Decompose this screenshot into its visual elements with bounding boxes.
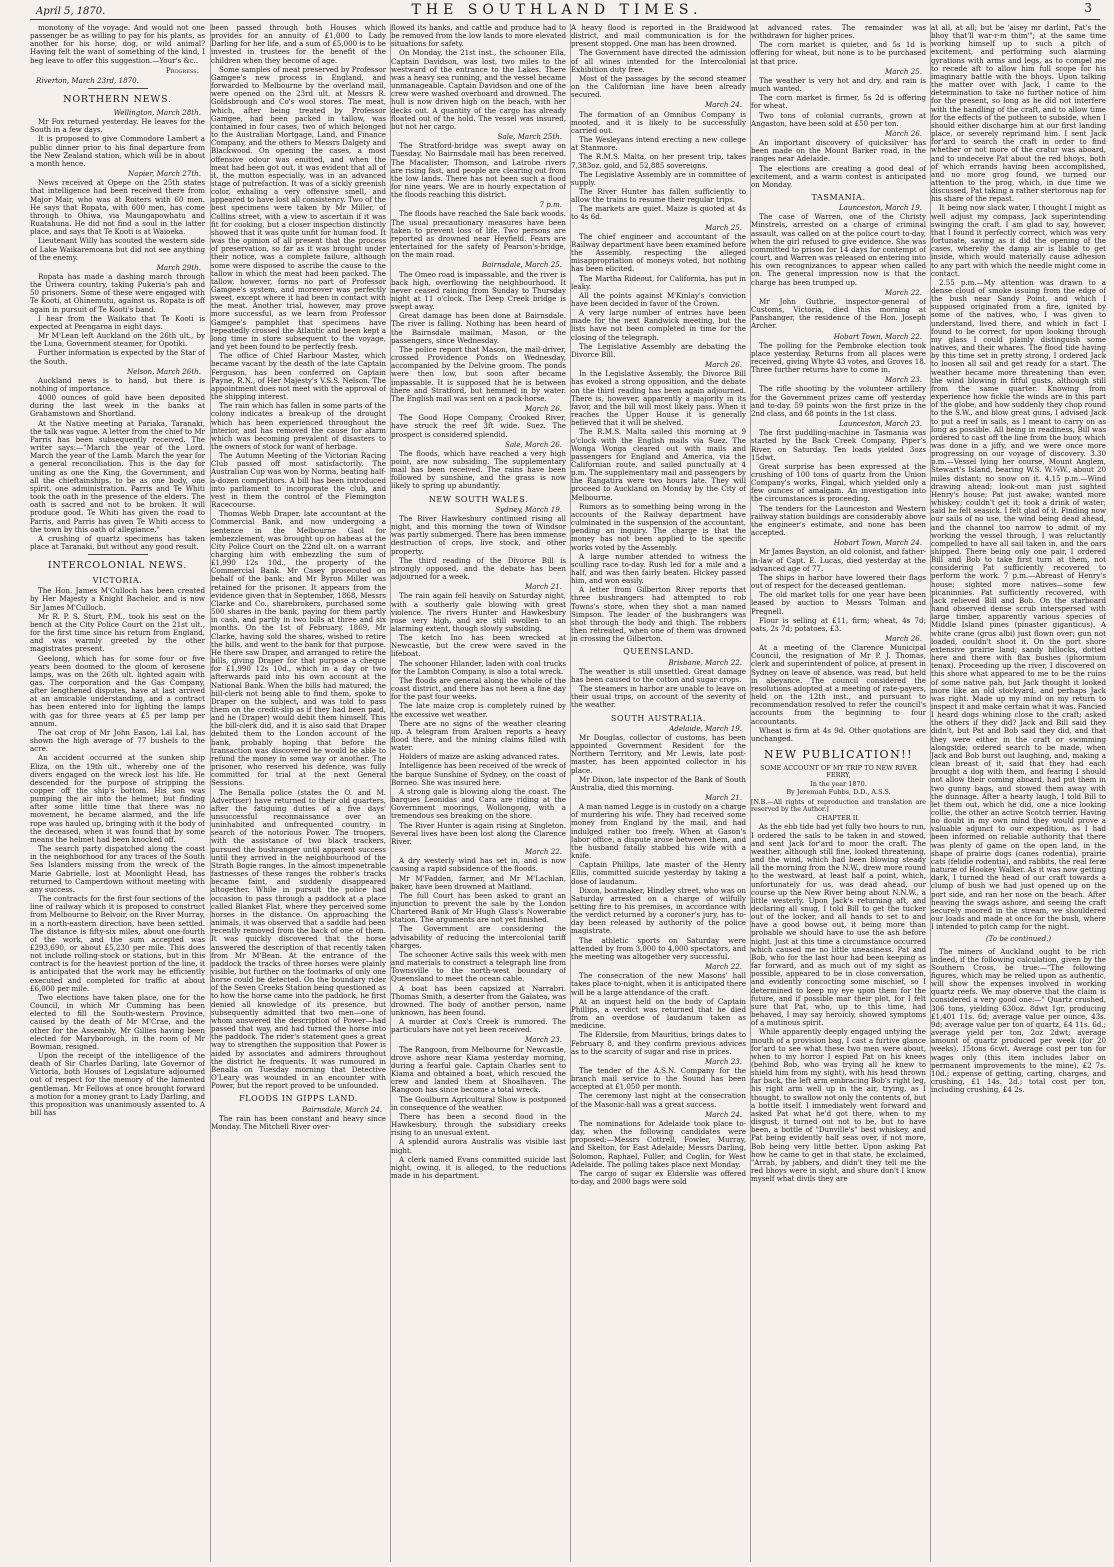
paragraph: At the Native meeting at Pariaka, Taranaki, the talk was vague. A letter from the chief to Mr Parris has been subsequently received. The writer says:—"March the year of the Lord. March the year of the Lamb. March the year for a general reconciliation. This is the day for uniting as one the King, the Government, and all the chieftainships, to be as one body, one spirit, one administration. Parris and Te Whiti took the oath in the presence of the elders. The oath is sacred and not to be broken. It will produce good. Te Whiti has given the road to Parris, and Parris has given Te Whiti access to the town by this oath of allegiance." xyxy=(30,418,205,534)
paragraph: The corn market is quieter, and 5s 1d is offering for wheat, but none is to be purchased at that price. xyxy=(751,40,926,66)
section-rule xyxy=(88,554,148,555)
dateline: Wellington, March 28th. xyxy=(113,108,201,118)
dateline: March 25. xyxy=(705,222,742,232)
paragraph: Two elections have taken place, one for the Council, in which Mr Cumming has been elected to fill the South-western Province, caused by the death of Mr M'Crae, and the other for the Assembly, Mr Gillies having been elected for Maryborough, in the room of Mr Bowman, resigned. xyxy=(30,992,205,1051)
section-heading: NORTHERN NEWS. xyxy=(63,94,172,106)
paragraph: News received at Opepe on the 25th states that intelligence had been received there from Major Mair, who was at Roiters with 60 men. He says that Ropata, with 600 men, has come through to Ohiwa, via Maungapowhatu and Ruatahuna. He did not find a soul in the latter place, and says that Te Kooti is at Waioeka. xyxy=(30,178,205,237)
dateline: March 23. xyxy=(525,1035,562,1045)
dateline: March 23. xyxy=(705,1056,742,1066)
paragraph: The first puddling-machine in Tasmania was started by the Back Creek Company, Piper's River, on Saturday. Ten loads yielded 3ozs 15dwt. xyxy=(751,428,926,462)
paragraph: The Stratford-bridge was swept away on Tuesday. No Bairnsdale mail has been received. The Macalister, Thomson, and Latrobe rivers are rising fast, and people are clearing out from the low lands. There has not been such a flood for nine years. We are in hourly expectation of the floods reaching this district. xyxy=(391,141,566,200)
dateline: Sale, March 26. xyxy=(504,439,562,449)
dateline: 7 p.m. xyxy=(539,200,562,210)
dateline: March 23. xyxy=(885,375,922,385)
masthead-rule xyxy=(30,19,1100,20)
paragraph: The Goulburn Agricultural Show is postponed in consequence of the weather. xyxy=(391,1094,566,1112)
subsection-heading: NEW SOUTH WALES. xyxy=(428,494,529,504)
notice-subtitle: CHAPTER II. xyxy=(817,813,860,822)
newspaper-title: THE SOUTHLAND TIMES. xyxy=(411,2,703,18)
paragraph: The tender of the A.S.N. Company for the branch mail service to the Sound has been accepted at £1,050 per month. xyxy=(571,1065,746,1092)
paragraph: Mr Dixon, late inspector of the Bank of South Australia, died this morning. xyxy=(571,774,746,792)
subsection-heading: VICTORIA. xyxy=(92,576,143,586)
paragraph: The floods have reached the Sale back woods. The usual precautionary measures have been taken to prevent loss of life. Two persons are reported as drowned near Heyfield. Fears are entertained for the safety of Pearson's-bridge, on the main road. xyxy=(391,209,566,260)
paragraph: The case of Warren, one of the Christy Minstrels, arrested on a charge of criminal assault, was called on at the police court to-day, when the girl refused to give evidence. She was committed to prison for 14 days for contempt of court, and Warren was released on entering into his own recognizances to appear when called on. The general impression now is that the charge has been trumped up. xyxy=(751,212,926,287)
paragraph: The River Hunter is again rising at Singleton. Several lives have been lost along the Clarence River. xyxy=(391,820,566,846)
paragraph: Wheat is firm at 4s 9d. Other quotations are unchanged. xyxy=(751,725,926,743)
paragraph: Intelligence has been received of the wreck of the barque Sunshine of Sydney, on the coast of Borneo. She was insured here. xyxy=(391,761,566,787)
paragraph: Dixon, boatmaker, Hindley street, who was on Saturday arrested on a charge of wilfully setting fire to his premises, in accordance with the verdict returned by a coroner's jury, has to-day been released by authority of the police magistrate. xyxy=(571,885,746,936)
paragraph: Mr James Bayston, an old colonist, and father-in-law of Capt. E. Lucas, died yesterday at the advanced age of 77. xyxy=(751,547,926,573)
dateline: March 26. xyxy=(885,633,922,643)
paragraph: It is proposed to give Commodore Lambert a public dinner prior to his final departure from the New Zealand station, which will be in about a month hence. xyxy=(30,134,205,168)
paragraph: All the points against M'Kinlay's conviction have been decided in favor of the Crown. xyxy=(571,290,746,308)
dateline: March 25. xyxy=(885,66,922,76)
article-columns xyxy=(30,24,1110,1562)
column-4 xyxy=(570,24,746,1562)
paragraph: Some samples of meat preserved by Professor Gamgee's new process in England, and forwarded to Melbourne by the overland mail, were opened on the 23rd ult. at Messrs R. Goldsbrough and Co's wool stores. The meat, which, after being treated by Professor Gamgee, had been packed in tallow, was contained in four cases, two of which belonged to the Australian Mortgage, Land, and Finance Company, and the others to Messrs Dalgety and Blackwood. On opening the cases, a most offensive odour was emitted, and when the meat had been got out, it was evident that all of it, the mutton especially, was in an advanced stage of putrefaction. It was of a sickly greenish color, exhaling a very offensive smell, and appeared to have lost all consistency. Two of the best specimens were taken by Mr Miller, of Collins street, with a view to ascertain if it was fit for cooking, but a closer inspection distinctly showed that it was quite unfit for human food. It was the opinion of all present that the process of preservation, so far as it was brought under their notice, was a complete failure, although some were disposed to ascribe the cause to the tallow in which the meat had been packed. The tallow, however, forms no part of Professor Gamgee's system, and moreover was perfectly sweet, except where it had been in contact with the meat. Another trial, however, may prove more successful, as we learn from Professor Gamgee's pamphlet that specimens have repeatedly crossed the Atlantic and been kept a long time in store subsequent to the voyage, and yet been found to be perfectly fresh. xyxy=(211,64,386,352)
paragraph: The steamers in harbor are unable to leave on their usual trips, on account of the severity of the weather. xyxy=(571,684,746,710)
dateline: March 21. xyxy=(525,582,562,592)
dateline: Bairnsdale, March 25. xyxy=(481,260,562,270)
paragraph: Further information is expected by the Star of the South. xyxy=(30,348,205,366)
notice-subtitle: By Jeremiah Fubbs, D.D., A.S.S. xyxy=(786,788,891,797)
paragraph: The full Court has been asked to grant an injunction to prevent the sale by the London Chartered Bank of Mr Hugh Glass's Nowerabie station. The arguments are not yet finished. xyxy=(391,890,566,925)
dateline: Hobart Town, March 24. xyxy=(833,538,922,548)
paragraph: Captain Phillips, late master of the Henry Ellis, committed suicide yesterday by taking a dose of laudanum. xyxy=(571,860,746,886)
paragraph: The Government have directed the admission of all wines intended for the Intercolonial Exhibition duty free. xyxy=(571,48,746,74)
paragraph: The corn market is firmer, 5s 2d is offering for wheat. xyxy=(751,93,926,111)
paragraph: There has been a second flood in the Hawkesbury, through the subsidiary creeks rising to an unusual extent. xyxy=(391,1111,566,1138)
dateline: Launceston, March 23. xyxy=(838,419,922,429)
paragraph: The Good Hope Company, Crooked River, have struck the reef 3ft wide. Suez. The prospect is considered splendid. xyxy=(391,413,566,439)
paragraph: The oat crop of Mr John Eason, Lal Lal, has shown the high average of 77 bushels to the acre. xyxy=(30,727,205,754)
dateline: Sydney, March 19. xyxy=(495,504,562,514)
paragraph: The nominations for Adelaide took place to-day, when the following candidates were proposed:—Messrs Cottrell, Fowler, Murray, and Skelton, for East Adelaide; Messrs Darling, Solomon, Raphael, Fuller, and Coglin, for West Adelaide. The polling takes place next Monday. xyxy=(571,1118,746,1169)
column-3 xyxy=(390,24,566,1562)
column-6 xyxy=(930,24,1106,1562)
dateline: March 26. xyxy=(885,128,922,138)
paragraph: Lieutenant Willy has scouted the western side of Lake Waikaremoana but did not see anything of the enemy. xyxy=(30,236,205,262)
paragraph: Two tons of colonial currants, grown at Angaston, have been sold at £50 per ton. xyxy=(751,110,926,128)
paragraph: monotony of the voyage. And would not one passenger be as willing to pay for his plants, as another for his horse, dog, or wild animal? Having felt the want of something of the kind, I beg leave to offer this suggestion.—Your's &c.. xyxy=(30,24,205,65)
paragraph: The schooner Hilander, laden with coal trucks for the Lambton Company, is also a total wreck. xyxy=(391,658,566,676)
paragraph: Rumors as to something being wrong in the accounts of the Railway department have culminated in the suspension of the accountant, pending an inquiry. The charge is that the money has not been applied to the specific works voted by the Assembly. xyxy=(571,501,746,552)
paragraph: Upon the receipt of the intelligence of the death of Sir Charles Darling, late Governor of Victoria, both Houses of Legislature adjourned out of respect for the memory of the lamented gentleman. Mr Fellows at once brought forward a motion for a money grant to Lady Darling, and this proposition was unanimously assented to. A bill has xyxy=(30,1051,205,1118)
dateline: Bairnsdale, March 24. xyxy=(301,1104,382,1114)
paragraph: Auckland news is to hand, but there is nothing of importance. xyxy=(30,375,205,394)
paragraph: Mr R. P. S. Sturt, P.M., took his seat on the bench at the City Police Court on the 21st ult., for the first time since his return from England, and was warmly greeted by the other magistrates present. xyxy=(30,611,205,654)
paragraph: The Autumn Meeting of the Victorian Racing Club passed off most satisfactorily. The Australian Cup was won by Norma, beating half-a-dozen competitors. A bill has been introduced into parliament to incorporate the club, and vest in them the control of the Flemington Racecourse. xyxy=(211,451,386,510)
paragraph: The markets are quiet. Maize is quoted at 4s to 4s 6d. xyxy=(571,204,746,222)
paragraph: The chief engineer and accountant of the Railway department have been examined before the Assembly, respecting the alleged misappropriation of moneys voted, but nothing has been elicited. xyxy=(571,231,746,274)
notice-heading: NEW PUBLICATION!! xyxy=(763,748,914,761)
continued-note: (To be continued.) xyxy=(985,934,1052,944)
column-1 xyxy=(30,24,205,1562)
paragraph: The weather is still unsettled. Great damage has been caused to the cotton and sugar crops. xyxy=(571,666,746,684)
dateline: March 26. xyxy=(525,404,562,414)
paragraph: The police report that Mason, the mail-driver, crossed Providence Ponds on Wednesday, accompanied by the Delvine groom. The ponds were then low, but soon after became impassable. It is supposed that he is between there and Stratford, but hemmed in by water. The English mail was sent on a pack-horse. xyxy=(391,344,566,403)
paragraph: The rain has been constant and heavy since Monday. The Mitchell River over- xyxy=(211,1113,386,1131)
paragraph: The Martha Rideout, for California, has put in leaky. xyxy=(571,273,746,291)
paragraph: The formation of an Omnibus Company is mooted, and it is likely to be successfully carried out. xyxy=(571,109,746,135)
paragraph: The Legislative Assembly are in committee of supply. xyxy=(571,169,746,187)
dateline: March 24. xyxy=(705,100,742,110)
paragraph: The late maize crop is completely ruined by the excessive wet weather. xyxy=(391,701,566,719)
paragraph: The office of Chief Harbour Master, which became vacant by the death of the late Captain Ferguson, has been conferred on Captain Payne, R.N., of Her Majesty's V.S.S. Nelson. The appointment does not meet with the approval of the shipping interest. xyxy=(211,351,386,402)
paragraph: The athletic sports on Saturday were attended by from 3,000 to 4,000 spectators, and the meeting was altogether very successful. xyxy=(571,935,746,961)
paragraph: A letter from Gilberton River reports that three bushrangers had attempted to rob Towns's store, when they shot a man named Simpson. The leader of the bushrangers was shot through the body and thigh. The robbers then retreated, when one of them was drowned in crossing the Gilberton. xyxy=(571,585,746,644)
dateline: Launceston, March 19. xyxy=(838,203,922,213)
subsection-heading: TASMANIA. xyxy=(811,192,866,202)
dateline: March 21. xyxy=(705,792,742,802)
paragraph: The search party dispatched along the coast in the neighborhood for any traces of the South Sea Islanders missing from the wreck of the Marie Gabrielle, lost at Moonlight Head, has returned to Camperdown without meeting with any success. xyxy=(30,844,205,894)
paragraph: been passed through both Houses which provides for an annuity of £1,000 to Lady Darling for her life, and a sum of £5,000 is to be invested in trustees for the benefit of the children when they become of age. xyxy=(211,24,386,65)
paragraph: The polling for the Pembroke election took place yesterday. Returns from all places were received, giving Whyte 43 votes, and Groves 18. Three further returns have to come in. xyxy=(751,340,926,375)
paragraph: The R.M.S. Malta, on her present trip, takes 7,383oz. gold, and 52,885 sovereigns. xyxy=(571,152,746,170)
column-2 xyxy=(210,24,386,1562)
paragraph: The contracts for the first four sections of the line of railway which it is proposed to construct from Melbourne to Belvoir, on the River Murray, in a north-eastern direction, have been settled. The distance is fifty-six miles, about one-fourth of the work, and the sum accepted was £293,690, or about £5,230 per mile. This does not include rolling-stock or stations, but in this contract is for the heaviest portion of the line, it is anticipated that the work may be efficiently executed and completed for traffic at about £6,000 per mile. xyxy=(30,894,205,993)
masthead xyxy=(0,0,1114,20)
paragraph: at advanced rates. The remainder was withdrawn for higher prices. xyxy=(751,24,926,41)
paragraph: The third reading of the Divorce Bill is strongly opposed, and the debate has been adjourned for a week. xyxy=(391,555,566,582)
paragraph: A splendid aurora Australis was visible last night. xyxy=(391,1137,566,1155)
paragraph: The Legislative Assembly are debating the Divorce Bill. xyxy=(571,341,746,359)
paragraph: An important discovery of quicksilver has been made on the Mount Barker road, in the ranges near Adelaide. xyxy=(751,138,926,164)
dateline: March 22. xyxy=(705,962,742,972)
paragraph: The Wesleyans intend erecting a new college at Stanmore. xyxy=(571,135,746,153)
paragraph: Mr M'Lean left Auckland on the 26th ult., by the Luna, Government steamer, for Opotiki. xyxy=(30,331,205,349)
paragraph: The consecration of the new Masons' hall takes place to-night, when it is anticipated there will be a large attendance of the craft. xyxy=(571,971,746,997)
paragraph: The ceremony last night at the consecration of the Masonic-hall was a great success. xyxy=(571,1091,746,1109)
paragraph: The ships in harbor have lowered their flags out of respect for the deceased gentleman. xyxy=(751,572,926,591)
paragraph: Geelong, which has for some four or five years been doomed to the gloom of kerosene lamps, was on the 26th ult. lighted again with gas. The corporation and the Gas Company, after lengthened disputes, have at last arrived at an amicable understanding, and a contract has been entered into for lighting the lamps with gas for three years at £5 per lamp per annum. xyxy=(30,653,205,728)
notice-subtitle: In the year 1870. xyxy=(810,779,867,788)
paragraph: A murder at Cox's Creek is rumored. The particulars have not yet been received. xyxy=(391,1017,566,1035)
paragraph: The Rangoon, from Melbourne for Newcastle, drove ashore near Kiama yesterday morning, during a fearful gale. Captain Charles sent to Kiama and obtained a boat, which rescued the crew and landed them at Shoalhaven. The Rangoon has since become a total wreck. xyxy=(391,1044,566,1095)
dateline: Nelson, March 26th. xyxy=(126,366,201,376)
paragraph: An accident occurred at the sunken ship Eliza, on the 19th ult., whereby one of the divers engaged on the wreck lost his life. He descended for the purpose of stripping the copper off the ship's bottom. His son was pumping the air into the helmet; but finding after some little time that there was no movement, he became alarmed, and the life rope was hauled up, bringing with it the body of the deceased, when it was found that by some means the helmet had been knocked off. xyxy=(30,753,205,844)
paragraph: The River Hawkesbury continued rising all night, and this morning the town of Windsor was partly submerged. There has been immense destruction of crops, live stock, and other property. xyxy=(391,513,566,556)
paragraph: The miners of Auckland ought to be rich indeed, if the following calculation, given by the Southern Cross, be true:—"The following figures, which may be relied upon as authentic, will show the expenses involved in working quartz reefs. We may observe that the claim is considered a very good one:—" Quartz crushed, 306 tons, yielding 630oz. 8dwt 1gr, producing £1,401 11s. 6d; average value per ounce, 43s. 9d; average value per ton of quartz, £4 11s. 6d.; average yield per ton, 2oz 2dwt; average amount of quartz produced per week (for 20 weeks), 15tons 6cwt. Average cost per ton for wages only (this item includes labor on permanent improvements to the mine), £2 7s. 10d.; expense of getting, carting, charges, and crushing, £1 14s. 2d.; total cost per ton, including crushing, £4 2s. xyxy=(931,946,1106,1095)
paragraph: Most of the passages by the second steamer on the Californian line have been already secured. xyxy=(571,73,746,100)
paragraph: A dry westerly wind has set in, and is now causing a rapid subsidence of the floods. xyxy=(391,856,566,874)
paragraph: at all, at all; but be 'aisey mr darlint, Pat's the bhoy that'll war-r-m thim'"; at the same time working himself up to such a pitch of excitement, and performing such alarming gyrations with arms and legs, as to compel me to recede aft to allow him full scope for his imaginary battle with the bhoys. Upon talking the matter over with Jack, I came to the determination to take no further notice of him for the present, so long as he did not interfere with the handling of the craft, and to allow time for the effects of the potheen to subside, when I should either discharge him at our first landing place, or severely reprimand him. I sent Jack for'ard to search the craft in order to find whether or not more of the cratur was aboard, and to undeceive Pat about the red bhoys, both of which errands having been accomplished, and no more grog found, we turned our attention to the prog, which, in due time we discussed, Pat taking a rather stertorous nap for his share of the repast. xyxy=(931,24,1106,204)
paragraph: A heavy flood is reported in the Braidwood district, and mail communication is for the present stopped. One man has been drowned. xyxy=(571,24,746,49)
dateline: March 24. xyxy=(705,1109,742,1119)
paragraph: In the Legislative Assembly, the Divorce Bill has evoked a strong opposition, and the debate on the third reading has been again adjourned. There is, however, apparently a majority in its favor, and the bill will most likely pass. When it reaches the Upper House it is generally believed that it will be shelved. xyxy=(571,369,746,428)
paragraph: Ropata has made a dashing march through the Uriwera country, taking Pukeria's pah and 50 prisoners. Some of these were engaged with Te Kooti, at Ohinemutu, against us. Ropata is off again in pursuit of Te Kooti's band. xyxy=(30,271,205,314)
subsection-heading: QUEENSLAND. xyxy=(623,647,694,657)
dateline-left: Riverton, March 23rd, 1870. xyxy=(36,75,139,85)
paragraph: At a meeting of the Clarence Municipal Council, the resignation of Mr P. J. Thomas, clerk and superintendent of police, at present in Sydney on leave of absence, was read, but held in abeyance. The council considered the resolutions adopted at a meeting of rate-payers, held on the 12th inst., and pursuant to recommendation resolved to refer the council's accounts from the beginning to four accountants. xyxy=(751,643,926,726)
paragraph: As the ebb tide had yet fully two hours to run, I ordered the sails to be taken in and stowed, and sent Jack for'ard to moor the craft. The weather, although still fine, looked threatening, and the wind, which had been blowing steady all the morning from the N.W., drew more round to the westward, at least half a point, which, unfortunately for us, was dead ahead, our course up the New River being about N.N.W., a little westerly. Upon Jack's returning aft, and declaring all snug, I told Bill to get the tucker out of the locker, and all hands to set to and have a good bowse out, it being more than probable we should have to use the ash before night. Just at this time a circumstance occurred which caused me no little uneasiness. Pat and Bob, who for the last hour had been keeping as far forward, and as much out of my sight as possible, appeared to be in close conversation, and evidently concocting some mischief, so I determined to keep my eye upon them for the future, and if possible mar their plot, for I felt sure that Pat, who, up to this time, had behaved, I may say heroicly, showed symptoms of a mutinous spirit. xyxy=(751,822,926,1028)
paragraph: On Monday, the 21st inst., the schooner Ella, Captain Davidson, was lost, two miles to the westward of the entrance to the Lakes. There was a heavy sea running, and the vessel became unmanageable. Captain Davidson and one of the crew were washed overboard and drowned. The hull is now driven high on the beach, with her decks out. A quantity of the cargo has already floated out of the hold. The vessel was insured, but not her cargo. xyxy=(391,48,566,131)
notice-subtitle: SOME ACCOUNT OF MY TRIP TO NEW RIVER FERRY, xyxy=(760,763,917,780)
paragraph: The Eldersile, from Mauritius, brings dates to February 8, and they confirm previous advices as to the scarcity of sugar and rise in prices. xyxy=(571,1030,746,1056)
dateline: Hobart Town, March 22. xyxy=(833,331,922,341)
paragraph: A very large number of entries have been made for the next Randwick meeting, but the lists have not been completed in time for the closing of the telegraph. xyxy=(571,308,746,342)
dateline: March 26. xyxy=(705,360,742,370)
dateline: March 29th. xyxy=(156,262,201,272)
section-heading: INTERCOLONIAL NEWS. xyxy=(47,560,188,572)
paragraph: I hear from the Waikato that Te Kooti is expected at Peengaroa in eight days. xyxy=(30,313,205,331)
paragraph: The River Hunter has fallen sufficiently to allow the trains to resume their regular trips. xyxy=(571,186,746,205)
paragraph: Mr Fox returned yesterday. He leaves for the South in a few days. xyxy=(30,117,205,135)
paragraph: The Benalla police (states the O. and M. Advertiser) have returned to their old quarters, after the fatiguing duties of a five days' unsuccessful reconnaissance over an uninhabited and unfrequented country, in search of the notorious Power. The troopers, with the assistance of two black trackers, pursued the bushranger until apparent success until they arrived in the neighbourhood of the Strath Bogie ranges. In the almost impenetrable fastnesses of these ranges the robber's tracks became faint, and suddenly disappeared altogether. While in pursuit the police had occasion to pass through a paddock at a place called Blanket Flat, where they perceived some horses in the distance. On approaching the animals, it was observed that a saddle had been recently removed from the back of one of them. It was quickly discovered that the horse answered the description of that recently taken from Mr M'Bean. At the entrance of the paddock the tracks of three horses were plainly visible, but further on the footmarks of only one horse could be detected. On the boundary rider of the Seven Creeks Station being questioned as to how the horse came into the paddock, he first denied all knowledge of its presence, but subsequently admitted that two men—one of whom answered the description of Power—had passed that way, and had turned the horse into the paddock. The rider's statement goes a great way to strengthen the supposition that Power is aided by associates and admirers throughout the district he frequents. It was rumoured in Benalla on Tuesday morning that Detective O'Leary was wounded in an encounter with Power, but the report proved to be unfounded. xyxy=(211,787,386,1091)
paragraph: Flour is selling at £11, firm; wheat, 4s 7d; oats, 2s 7d; potatoes, £3. xyxy=(751,615,926,633)
paragraph: A man named Legge is in custody on a charge of murdering his wife. They had received some money from England by the mail, and had indulged rather too freely. When at Gason's labor office, a dispute arose between them, and the husband fatally stabbed his wife with a knife. xyxy=(571,802,746,861)
paragraph: There are no signs of the weather clearing up. A telegram from Araluen reports a heavy flood there, and the mining claims filled with water. xyxy=(391,718,566,753)
paragraph: A large number attended to witness the sculling race to-day. Rush led for a mile and a half, and was then fairly beaten. Hickey passed him, and won easily. xyxy=(571,551,746,586)
paragraph: It being now slack water, I thought I might as well adjust my compass, Jack superintending swinging the craft. I am glad to say, however, that I found it perfectly correct, which was very fortunate, saving as it did the opening of the cases, whereby the damp air is liable to get inside, which would materially cause adhesion to any part with which the needle might come in contact. xyxy=(931,203,1106,278)
paragraph: The ketch Ino has been wrecked at Newcastle, but the crew were saved in the lifeboat. xyxy=(391,633,566,659)
paragraph: The old market tolls for one year have been leased by auction to Messrs Tolman and Pregnell. xyxy=(751,590,926,616)
paragraph: The Government are considering the advisability of reducing the intercolonial tariff charges. xyxy=(391,924,566,950)
dateline: Brisbane, March 22. xyxy=(668,657,742,667)
paragraph: flowed its banks, and cattle and produce had to be removed from the low lands to more elevated situations for safety. xyxy=(391,24,566,49)
paragraph: The rain which has fallen in some parts of the colony indicates a break-up of the drought which has been experienced throughout the interior, and has removed the cause for alarm which was becoming prevalent of disasters to the owners of stock for want of herbage. xyxy=(211,401,386,451)
paragraph: The floods, which have reached a very high point, are now subsiding. The supplementary mail has been received. The rains have been followed by sunshine, and the grass is now likely to spring up abundantly. xyxy=(391,448,566,491)
paragraph: At an inquest held on the body of Captain Phillips, a verdict was returned that he died from an overdose of laudanum taken as medicine. xyxy=(571,996,746,1031)
paragraph: The floods are general along the whole of the coast district, and there has not been a fine day for the past four weeks. xyxy=(391,675,566,702)
dateline: March 22. xyxy=(525,847,562,857)
paragraph: Mr Douglas, collector of customs, has been appointed Government Resident for the Northern Territory, and Mr Lewis, late post-master, has been appointed collector in his place. xyxy=(571,732,746,775)
paragraph: The rifle shooting by the volunteer artillery for the Government prizes came off yesterday and to-day. 59 points won the first prize in the 2nd class, and 68 points in the 1st class. xyxy=(751,384,926,418)
signature: Progress. xyxy=(165,65,199,75)
paragraph: The tenders for the Launceston and Western railway station buildings are considerably above the engineer's estimate, and none has been accepted. xyxy=(751,503,926,538)
dateline: Napier, March 27th. xyxy=(128,169,201,179)
paragraph: While apparently deeply engaged untying the mouth of a provision bag, I cast a furtive glance for'ard to see what these two men were about, when to my horror I espied Pat on his knees (behind Bob, who was trying all he knew to shield him from my sight), with his head thrown far back, the left arm embracing Bob's right leg, his right arm well up in the air, trying, as I thought, to swallow not only the contents of, but a bottle itself. I immediately went forward and asked Pat what he'd got there, when to my disgust, it turned out not to be, but to have been, a bottle of "Dunville's" best whiskey, and Pat being evidently half seas over, if not more, Bob being very little better. Upon asking Pat how he came to get in that state, he exclaimed, "Arrah, by jabbers, and didn't they tell me the red bhoys were in sight, and shure don't I know myself what divils they are xyxy=(751,1027,926,1184)
dateline: March 22. xyxy=(885,287,922,297)
dateline: Sale, March 25th. xyxy=(497,132,562,142)
paragraph: The R.M.S. Malta sailed this morning at 9 o'clock with the English mails via Suez. The Wonga Wonga cleared out with mails and passengers for England and America, via the Californian route, and sailed punctually at 4 p.m. The supplementary mail and passengers by the Rangatira were two hours late. They will proceed to Auckland on Monday by the City of Melbourne. xyxy=(571,427,746,502)
paragraph: The schooner Active sails this week with men and materials to construct a telegraph line from Townsville to the north-west boundary of Queensland to meet the ocean cable. xyxy=(391,949,566,984)
paragraph: The rain again fell heavily on Saturday night, with a southerly gale blowing with great violence. The rivers Hunter and Hawkesbury rose very high, and are still swollen to an alarming extent, though slowly subsiding. xyxy=(391,591,566,633)
paragraph: Thomas Webb Draper, late accountant at the Commercial Bank, and now undergoing a sentence in the Melbourne Gaol for embezzlement, was brought up on habeas at the City Police Court on the 22nd ult. on a warrant charging him with embezzling the sum of £1,990 12s 10d., the property of the Commercial Bank. Mr Casey prosecuted on behalf of the bank; and Mr Byron Miller was retained for the prisoner. It appears from the evidence given that in September, 1868, Messrs Clarke and Co., sharebrokers, purchased some 500 shares in the bank, paying for them partly in cash, and partly in two bills at three and six months. On the 1st of February, 1869, Mr Clarke, having sold the shares, wished to retire the bills, and went to the bank for that purpose. He there saw Draper, and arranged to retire the bills, giving Draper for that purpose a cheque for £1,990 12s 10d., which in a day or two afterwards paid into his own account at the National Bank. When the bills had matured, the bill-clerk not being able to find them, spoke to Draper on the subject, and was told to pass them on the credit-slip as if they had been paid, and he (Draper) would debit them himself. This the bill-clerk did, and it is also said that Draper debited them to the London account of the bank, probably hoping that before the transaction was discovered he would be able to refund the money in some way or another. The prisoner, who reserved his defence, was fully committed for trial at the next General Sessions. xyxy=(211,509,386,788)
notice-note: [N.B.—All rights of reproduction and translation are reserved by the Author.] xyxy=(751,798,926,813)
subsection-heading: FLOODS IN GIPPS LAND. xyxy=(239,1094,358,1104)
paragraph: A boat has been capsized at Narrabri. Thomas Smith, a deserter from the Galatea, was drowned. The body of another person, name unknown, has been found. xyxy=(391,983,566,1017)
issue-date: April 5, 1870. xyxy=(36,6,106,17)
paragraph: A clerk named Evans committed suicide last night, owing, it is alleged, to the reductions made in his department. xyxy=(391,1154,566,1180)
dateline: Adelaide, March 19. xyxy=(669,723,742,733)
column-5 xyxy=(750,24,926,1562)
paragraph: The elections are creating a good deal of excitement, and a warm contest is anticipated on Monday. xyxy=(751,163,926,189)
paragraph: The weather is very hot and dry, and rain is much wanted. xyxy=(751,75,926,94)
paragraph: Mr M'Fadden, farmer, and Mr M'Lachlan, baker, have been drowned at Maitland. xyxy=(391,873,566,891)
paragraph: 4000 ounces of gold have been deposited during the last week in the banks at Grahamstown and Shortland. xyxy=(30,393,205,419)
section-rule xyxy=(88,88,148,89)
paragraph: A strong gale is blowing along the coast. The barques Leonidas and Cara are riding at the Government moorings, Wollongong, with a tremendous sea breaking on the shore. xyxy=(391,786,566,821)
paragraph: 2.55 p.m.—My attention was drawn to a dense cloud of smoke issuing from the edge of the bush near Sandy Point, and which I supposed originated from a fire, ignited by some of the natives, who, I was given to understand, lived there, and which in fact I found to be correct, for upon looking through my glass I could plainly distinguish some natives, and their whares. The flood tide having by this time set in pretty strong, I ordered Jack to loosen all sail and get ready for a start. The weather became more threatening than ever, the wind blowing in fitful gusts, although still from the same quarter. Knowing from experience how fickle the winds are in this part of the globe, and how suddenly they chop round to the S.W., and blow great guns, I advised Jack to put a reef in sails, as I meant to carry on as long as possible. All being in readiness, Bill was ordered to cast off the line from the buoy, which was done in a jiffy, and we were once more progressing on our voyage of discovery. 3.30 p.m.—Vessel lying her course, Mount Anglem, Stewart's Island, bearing W.S. W.¼W., about 20 miles distant; no snow on it. 4.15 p.m.—Wind drawing ahead; look-out man just sighted Henry's house; Pat just awake; wanted more whiskey; couldn't get it; took a drink of water; said he felt seasick. I felt glad of it. Finding now our sails of no use, the wind being dead ahead, and the channel too narrow to admit of my working the vessel through, I was reluctantly compelled to have all sail taken in, and the oars shipped. There being only one pair, I ordered Bill and Bob to take first turn at them, not considering Pat sufficiently recovered to perform the work. 7 p.m.—Abreast of Henry's house; sighted more natives—some few picaninnies. Pat sufficiently recovered, with Jack relieved Bill and Bob. On the starboard hand observed dense scrub interspersed with large timber, apparently various species of Middle Island pines (pinaster giganticus). A white crane (grus albi) just flown over; gun not loaded, couldn't shoot it. On the port shore extensive prairie land; sandy hillocks, dotted here and there with flax bushes (phormium tenax). Proceeding up the river, I discovered on this shore what appeared to me to be the ruins of some native pah, but Jack thought it looked more like an old stockyard, and perhaps Jack was right. Made up my mind on my return to inspect it and make certain what it was. Fancied I heard dogs whining close to the craft; asked the others if they did? Jack and Bill said they didn't, but Pat and Bob said they did, and that they were either in the craft or swimming alongside; ordered search to be made, when Jack and Bob burst out laughing, and, making a clean breast of it, said that they had each brought a dog with them, and fearing I should not allow their coming aboard, had put them in two gunny bags, and stowed them away with the dunnage. After a hearty laugh, I told Bill to let them out, which he did, one a nice looking collie, the other an active Scotch terrier. Having no doubt in my own mind they would prove a valuable adjunct to our expedition, as I had been informed on reliable authority that there was plenty of game on the open land, in the shape of prairie dogs (canes rodentia), prairie cats (felidie rodentia), and rabbits, the real feræ naturæ of Hookey Walker. As it was now getting dark, I turned the head of our craft towards a clump of bush we had just opened up on the port side, and ran her nose on the beach. After heaving the swags ashore, and seeing the craft securely moored in the stream, we shouldered our loads and made at once for the bush, where I intended to pitch camp for the night. xyxy=(931,277,1106,932)
subsection-heading: SOUTH AUSTRALIA. xyxy=(610,713,707,723)
paragraph: Great damage has been done at Bairnsdale. The river is falling. Nothing has been heard of the Bairnsdale mailman, Mason, or the passengers, since Wednesday. xyxy=(391,311,566,345)
paragraph: The Hon. James M'Culloch has been created by Her Majesty a Knight Bachelor, and is now Sir James M'Culloch. xyxy=(30,586,205,612)
paragraph: Great surprise has been expressed at the crushing of 100 tons of quartz from the Union Company's works, Fingal, which yielded only a few ounces of amalgam. An investigation into the circumstances is proceeding. xyxy=(751,461,926,504)
paragraph: The Omeo road is impassable, and the river is back high, overflowing the neighbourhood. It never ceased raining from Sunday to Thursday night at 11 o'clock. The Deep Creek bridge is swept away. xyxy=(391,269,566,312)
paragraph: Holders of maize are asking advanced rates. xyxy=(399,752,560,762)
paragraph: A crushing of quartz specimens has taken place at Taranaki, but without any good result. xyxy=(30,533,205,551)
paragraph: Mr John Guthrie, inspector-general of Customs, Victoria, died this morning at Panshanger, the residence of the Hon. Joseph Archer. xyxy=(751,296,926,331)
paragraph: The cargo of sugar ex Elderslie was offered to-day, and 2000 bags were sold xyxy=(571,1168,746,1186)
page-number: 3 xyxy=(1084,1,1092,15)
